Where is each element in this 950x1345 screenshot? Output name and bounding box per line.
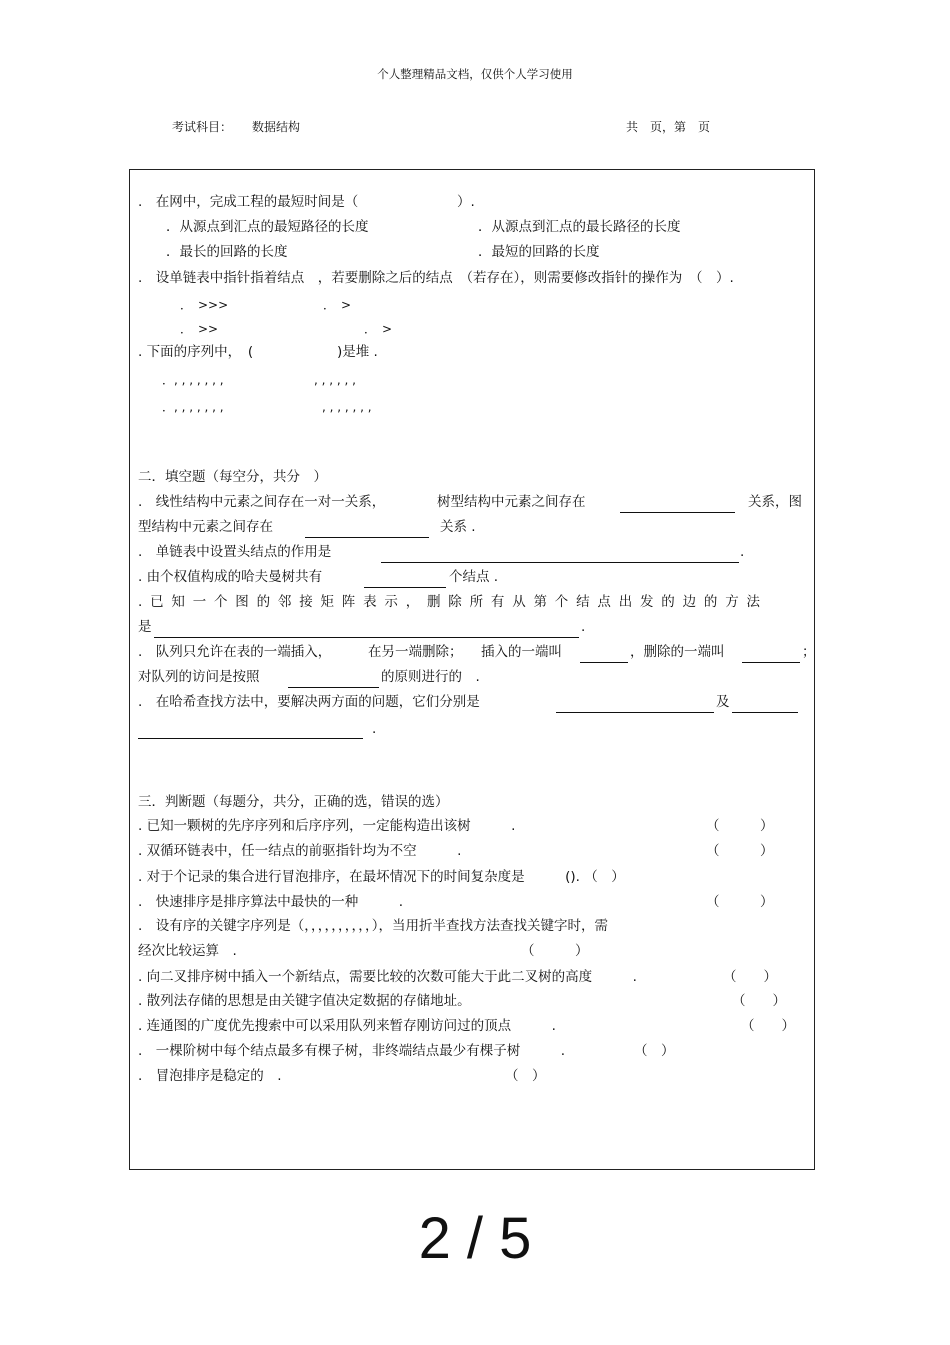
fill-q5-part-d: ，删除的一端叫: [630, 644, 725, 660]
fill-q3-part-a: . 由个权值构成的哈夫曼树共有: [138, 569, 323, 585]
judge-item-10-mark: （ ）: [505, 1068, 546, 1084]
fill-q1-blank-1: [620, 500, 735, 513]
page-info: 共 页，第 页: [626, 120, 711, 134]
judge-item-2-text: . 双循环链表中，任一结点的前驱指针均为不空 .: [138, 843, 462, 859]
fill-q1-part-b: 树型结构中元素之间存在: [437, 494, 586, 510]
subject-value: 数据结构: [252, 120, 301, 134]
fill-q6-period: .: [372, 721, 377, 737]
choice-q1-option-c: ．最长的回路的长度: [166, 244, 288, 260]
fill-q6-part-b: 及: [716, 694, 730, 710]
fill-q5-blank-2: [742, 650, 800, 663]
fill-q6-part-a: . 在哈希查找方法中，要解决两方面的问题，它们分别是: [138, 694, 480, 710]
judge-item-9-mark: （ ）: [634, 1043, 675, 1059]
judge-item-9-text: . 一棵阶树中每个结点最多有棵子树，非终端结点最少有棵子树 .: [138, 1043, 566, 1059]
fill-q1-part-e: 关系 .: [440, 519, 476, 535]
fill-q4-part-a: .已知一个图的邻接矩阵表示，删除所有从第个结点出发的边的方法: [138, 594, 768, 610]
judge-item-7-mark: （ ）: [732, 993, 786, 1009]
judge-item-8-text: . 连通图的广度优先搜索中可以采用队列来暂存刚访问过的顶点 .: [138, 1018, 556, 1034]
fill-q4-part-b: 是: [138, 619, 152, 635]
choice-q2-option-c: ． >>: [180, 322, 219, 336]
fill-q5-part-a: . 队列只允许在表的一端插入，: [138, 644, 332, 660]
judge-item-6-text: . 向二叉排序树中插入一个新结点，需要比较的次数可能大于此二叉树的高度 .: [138, 969, 637, 985]
fill-q5-part-b: 在另一端删除；: [368, 644, 463, 660]
judge-item-5-mark: （ ）: [521, 943, 589, 959]
choice-q3-option-d: , , , , , , ,: [322, 400, 372, 414]
fill-q1-part-d: 型结构中元素之间存在: [138, 519, 273, 535]
judge-item-6-mark: （ ）: [723, 969, 777, 985]
choice-q3-stem-b: )是堆 .: [337, 344, 378, 360]
judge-item-5-cont-text: 经次比较运算 .: [138, 943, 237, 959]
fill-q1-part-c: 关系，图: [748, 494, 802, 510]
fill-q4-blank: [154, 625, 579, 638]
judge-item-2-mark: （ ）: [706, 843, 774, 859]
fill-q6-blank-3: [138, 726, 363, 739]
judge-item-3-text: . 对于个记录的集合进行冒泡排序，在最坏情况下的时间复杂度是 (). （ ）: [138, 869, 625, 885]
fill-q4-period: .: [581, 619, 586, 635]
fill-q5-part-c: 插入的一端叫: [481, 644, 562, 660]
judge-item-5-text: . 设有序的关键字序列是（，，，，，，，，，，），当用折半查找方法查找关键字时，需: [138, 918, 609, 934]
subject-label: 考试科目：: [172, 120, 233, 134]
watermark-text: 个人整理精品文档，仅供个人学习使用: [377, 67, 573, 81]
fill-q2-period: .: [740, 544, 745, 560]
choice-q2-option-b: ． >: [323, 298, 352, 312]
choice-q1-option-a: ．从源点到汇点的最短路径的长度: [166, 219, 369, 235]
fill-q1-part-a: . 线性结构中元素之间存在一对一关系，: [138, 494, 386, 510]
choice-q3-stem-a: . 下面的序列中， (: [138, 344, 254, 360]
judge-item-10-text: . 冒泡排序是稳定的 .: [138, 1068, 282, 1084]
fill-q2-blank: [381, 550, 739, 563]
choice-q1-stem-a: . 在网中，完成工程的最短时间是（: [138, 194, 359, 210]
choice-q1-option-d: ．最短的回路的长度: [478, 244, 600, 260]
choice-q1-option-b: ．从源点到汇点的最长路径的长度: [478, 219, 681, 235]
judge-item-1-text: . 已知一颗树的先序序列和后序序列，一定能构造出该树 .: [138, 818, 516, 834]
fill-q5-part-f: 对队列的访问是按照: [138, 669, 260, 685]
fill-q5-blank-1: [580, 650, 628, 663]
choice-q2-option-a: ． >>>: [180, 298, 229, 312]
page-number: 2 / 5: [418, 1206, 532, 1271]
judge-item-8-mark: （ ）: [741, 1018, 795, 1034]
choice-q3-option-a: ．, , , , , , ,: [162, 373, 224, 387]
fill-q1-blank-2: [305, 525, 429, 538]
fill-q3-blank: [364, 575, 446, 588]
judge-item-4-mark: （ ）: [706, 894, 774, 910]
fill-q5-part-g: 的原则进行的 .: [381, 669, 480, 685]
choice-q3-option-c: ．, , , , , , ,: [162, 400, 224, 414]
judge-item-7-text: . 散列法存储的思想是由关键字值决定数据的存储地址。: [138, 993, 471, 1009]
fill-q2-text: . 单链表中设置头结点的作用是: [138, 544, 332, 560]
fill-section-title: 二．填空题（每空分，共分 ）: [138, 469, 327, 485]
choice-q2-option-d: ． >: [364, 322, 393, 336]
fill-q6-blank-1: [556, 700, 714, 713]
fill-q3-part-b: 个结点 .: [449, 569, 499, 585]
judge-item-1-mark: （ ）: [706, 818, 774, 834]
judge-section-title: 三．判断题（每题分，共分，正确的选，错误的选）: [138, 794, 449, 810]
choice-q3-option-b: , , , , , ,: [314, 373, 356, 387]
fill-q5-part-e: ；: [802, 644, 816, 660]
fill-q6-blank-2: [732, 700, 798, 713]
judge-item-4-text: . 快速排序是排序算法中最快的一种 .: [138, 894, 404, 910]
choice-q1-stem-b: ）.: [457, 194, 475, 210]
choice-q2-stem: . 设单链表中指针指着结点 ，若要删除之后的结点 （若存在），则需要修改指针的操作为 （ ）.: [138, 270, 734, 286]
fill-q5-blank-3: [288, 675, 379, 688]
